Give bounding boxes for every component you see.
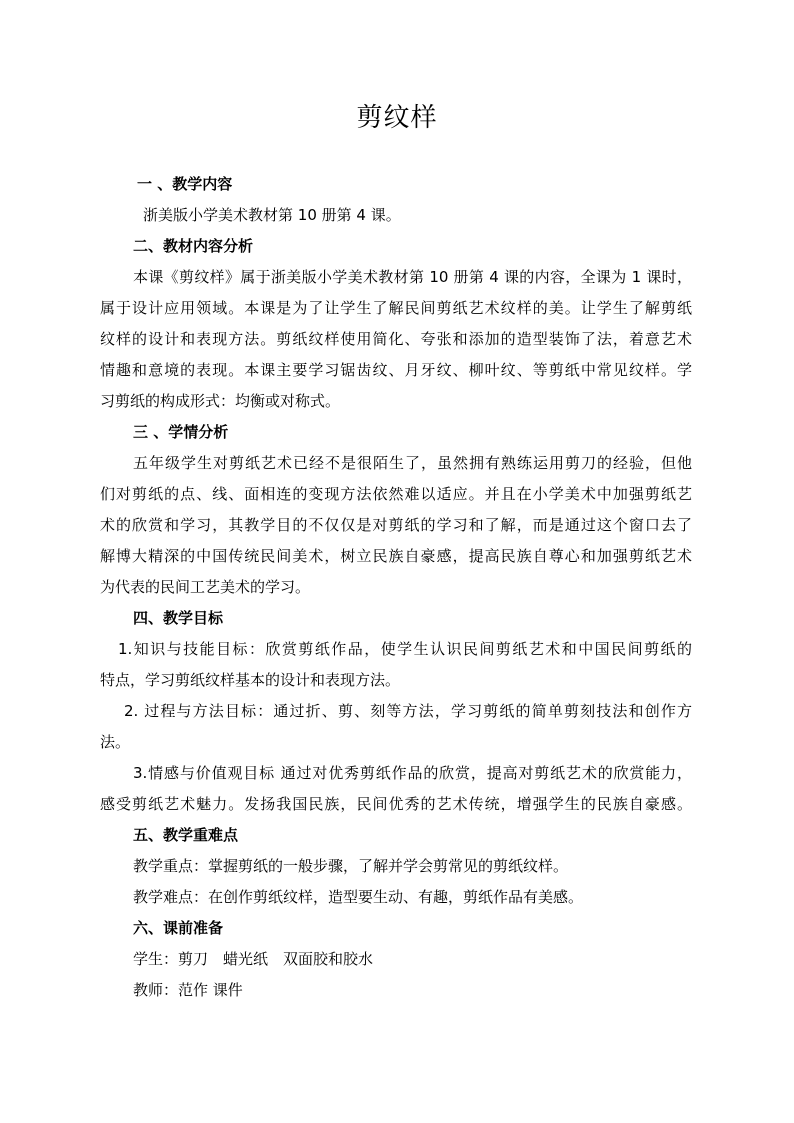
paragraph-line: 法。 <box>100 733 131 751</box>
paragraph-line: 解博大精深的中国传统民间美术，树立民族自豪感，提高民族自尊心和加强剪纸艺术 <box>100 547 692 565</box>
paragraph-line: 本课《剪纹样》属于浙美版小学美术教材第 10 册第 4 课的内容，全课为 1 课时， <box>133 268 692 286</box>
paragraph-line: 3.情感与价值观目标 通过对优秀剪纸作品的欣赏，提高对剪纸艺术的欣赏能力， <box>133 764 692 782</box>
section-heading-preparation: 六、课前准备 <box>133 919 224 937</box>
paragraph-line: 教学难点：在创作剪纸纹样，造型要生动、有趣，剪纸作品有美感。 <box>133 888 584 906</box>
paragraph-line: 感受剪纸艺术魅力。发扬我国民族，民间优秀的艺术传统，增强学生的民族自豪感。 <box>100 795 692 813</box>
section-heading-teaching-content: 一 、教学内容 <box>137 175 233 193</box>
paragraph-line: 们对剪纸的点、线、面相连的变现方法依然难以适应。并且在小学美术中加强剪纸艺 <box>100 485 692 503</box>
paragraph-line: 术的欣赏和学习，其教学目的不仅仅是对剪纸的学习和了解，而是通过这个窗口去了 <box>100 516 692 534</box>
paragraph-line: 纹样的设计和表现方法。剪纸纹样使用简化、夸张和添加的造型装饰了法，着意艺术 <box>100 330 692 348</box>
paragraph-line: 教学重点：掌握剪纸的一般步骤，了解并学会剪常见的剪纸纹样。 <box>133 857 569 875</box>
document-body <box>100 169 692 1006</box>
paragraph-line: 1.知识与技能目标：欣赏剪纸作品，使学生认识民间剪纸艺术和中国民间剪纸的 <box>118 640 692 658</box>
document-title: 剪纹样 <box>356 103 438 133</box>
paragraph-line: 学生：剪刀 蜡光纸 双面胶和胶水 <box>133 950 374 968</box>
section-heading-key-difficult-points: 五、教学重难点 <box>133 826 239 844</box>
paragraph-line: 特点，学习剪纸纹样基本的设计和表现方法。 <box>100 671 401 689</box>
paragraph-line: 习剪纸的构成形式：均衡或对称式。 <box>100 392 341 410</box>
section-heading-teaching-goals: 四、教学目标 <box>133 609 224 627</box>
paragraph-line: 属于设计应用领域。本课是为了让学生了解民间剪纸艺术纹样的美。让学生了解剪纸 <box>100 299 692 317</box>
paragraph-line: 五年级学生对剪纸艺术已经不是很陌生了，虽然拥有熟练运用剪刀的经验，但他 <box>133 454 692 472</box>
paragraph-line: 2. 过程与方法目标：通过折、剪、刻等方法，学习剪纸的简单剪刻技法和创作方 <box>124 702 692 720</box>
paragraph-line: 教师：范作 课件 <box>133 981 243 999</box>
paragraph-line: 情趣和意境的表现。本课主要学习锯齿纹、月牙纹、柳叶纹、等剪纸中常见纹样。学 <box>100 361 692 379</box>
section-heading-material-analysis: 二、教材内容分析 <box>133 237 254 255</box>
paragraph-line: 浙美版小学美术教材第 10 册第 4 课。 <box>143 206 401 224</box>
section-heading-student-analysis: 三 、学情分析 <box>133 423 229 441</box>
paragraph-line: 为代表的民间工艺美术的学习。 <box>100 578 311 596</box>
